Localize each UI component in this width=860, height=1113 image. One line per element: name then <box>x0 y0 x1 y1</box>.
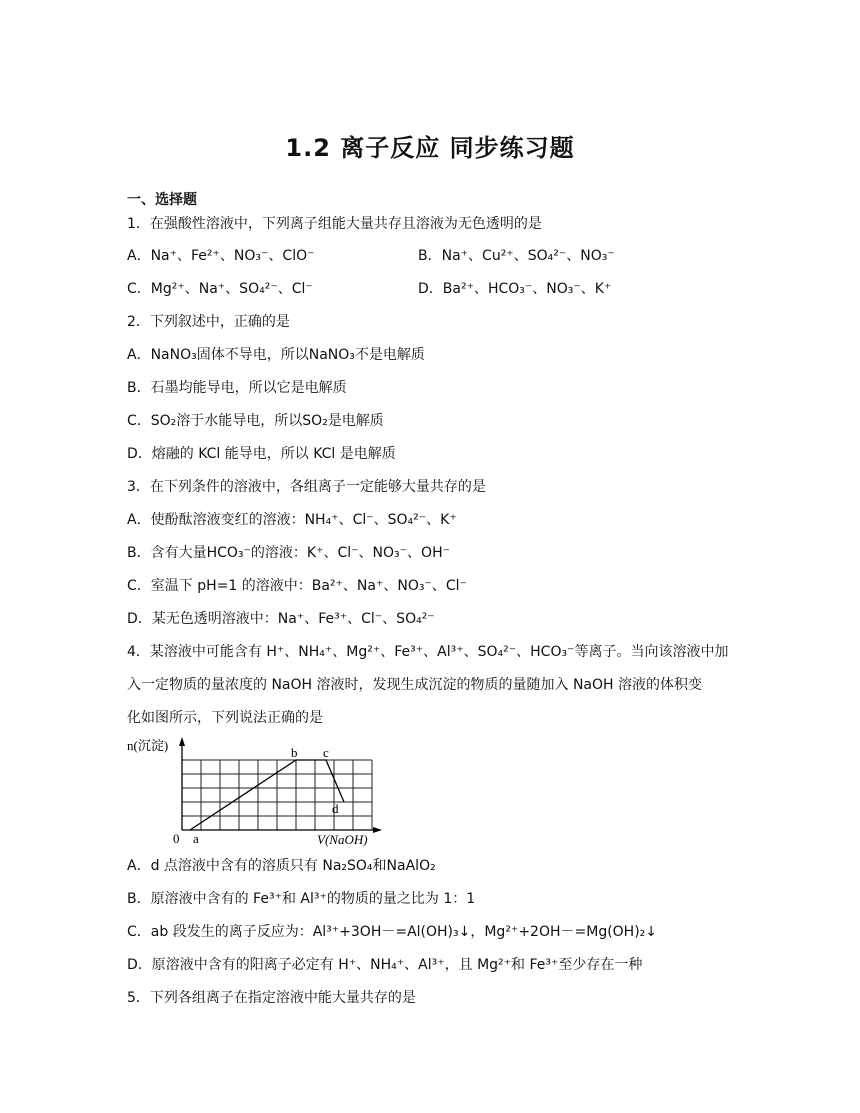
q1-option-c: C．Mg²⁺、Na⁺、SO₄²⁻、Cl⁻ <box>127 281 313 297</box>
graph-point-b: b <box>291 745 298 760</box>
q3-option-a: A．使酚酞溶液变红的溶液：NH₄⁺、Cl⁻、SO₄²⁻、K⁺ <box>127 512 457 528</box>
graph-ylabel: n(沉淀) <box>127 738 169 753</box>
q2-option-b: B．石墨均能导电，所以它是电解质 <box>127 380 347 396</box>
q1-option-d: D．Ba²⁺、HCO₃⁻、NO₃⁻、K⁺ <box>418 281 612 297</box>
graph-xlabel: V(NaOH) <box>317 832 368 847</box>
q4-option-b: B．原溶液中含有的 Fe³⁺和 Al³⁺的物质的量之比为 1：1 <box>127 891 476 907</box>
q3-option-b: B．含有大量HCO₃⁻的溶液：K⁺、Cl⁻、NO₃⁻、OH⁻ <box>127 545 450 561</box>
q2-option-d: D．熔融的 KCl 能导电，所以 KCl 是电解质 <box>127 446 396 462</box>
graph-point-a: a <box>193 831 199 846</box>
precipitate-graph <box>125 735 385 847</box>
q4-option-a: A．d 点溶液中含有的溶质只有 Na₂SO₄和NaAlO₂ <box>127 858 436 874</box>
graph-point-d: d <box>332 801 339 816</box>
q4-option-d: D．原溶液中含有的阳离子必定有 H⁺、NH₄⁺、Al³⁺，且 Mg²⁺和 Fe³⁺至少存在一种 <box>127 957 643 973</box>
q4-stem-line3: 化如图所示，下列说法正确的是 <box>127 710 323 726</box>
q3-option-d: D．某无色透明溶液中：Na⁺、Fe³⁺、Cl⁻、SO₄²⁻ <box>127 611 435 627</box>
q2-option-c: C．SO₂溶于水能导电，所以SO₂是电解质 <box>127 413 384 429</box>
q4-stem-line1: 4．某溶液中可能含有 H⁺、NH₄⁺、Mg²⁺、Fe³⁺、Al³⁺、SO₄²⁻、HCO₃⁻等离子。当向该溶液中加 <box>127 644 729 660</box>
q2-stem: 2．下列叙述中，正确的是 <box>127 314 290 330</box>
q2-option-a: A．NaNO₃固体不导电，所以NaNO₃不是电解质 <box>127 347 425 363</box>
graph-origin: 0 <box>173 831 180 846</box>
q3-option-c: C．室温下 pH=1 的溶液中：Ba²⁺、Na⁺、NO₃⁻、Cl⁻ <box>127 578 467 594</box>
page-title: 1.2 离子反应 同步练习题 <box>285 134 575 162</box>
q4-stem-line2: 入一定物质的量浓度的 NaOH 溶液时，发现生成沉淀的物质的量随加入 NaOH 溶液的体积变 <box>127 677 702 693</box>
q1-option-a: A．Na⁺、Fe²⁺、NO₃⁻、ClO⁻ <box>127 248 315 264</box>
q1-option-b: B．Na⁺、Cu²⁺、SO₄²⁻、NO₃⁻ <box>418 248 615 264</box>
section-heading: 一、选择题 <box>127 192 197 208</box>
q4-option-c: C．ab 段发生的离子反应为：Al³⁺+3OH－=Al(OH)₃↓，Mg²⁺+2OH－=Mg(OH)₂↓ <box>127 924 658 940</box>
q3-stem: 3．在下列条件的溶液中，各组离子一定能够大量共存的是 <box>127 479 486 495</box>
q5-stem: 5．下列各组离子在指定溶液中能大量共存的是 <box>127 990 416 1006</box>
q1-stem: 1．在强酸性溶液中，下列离子组能大量共存且溶液为无色透明的是 <box>127 216 542 232</box>
graph-point-c: c <box>323 745 329 760</box>
